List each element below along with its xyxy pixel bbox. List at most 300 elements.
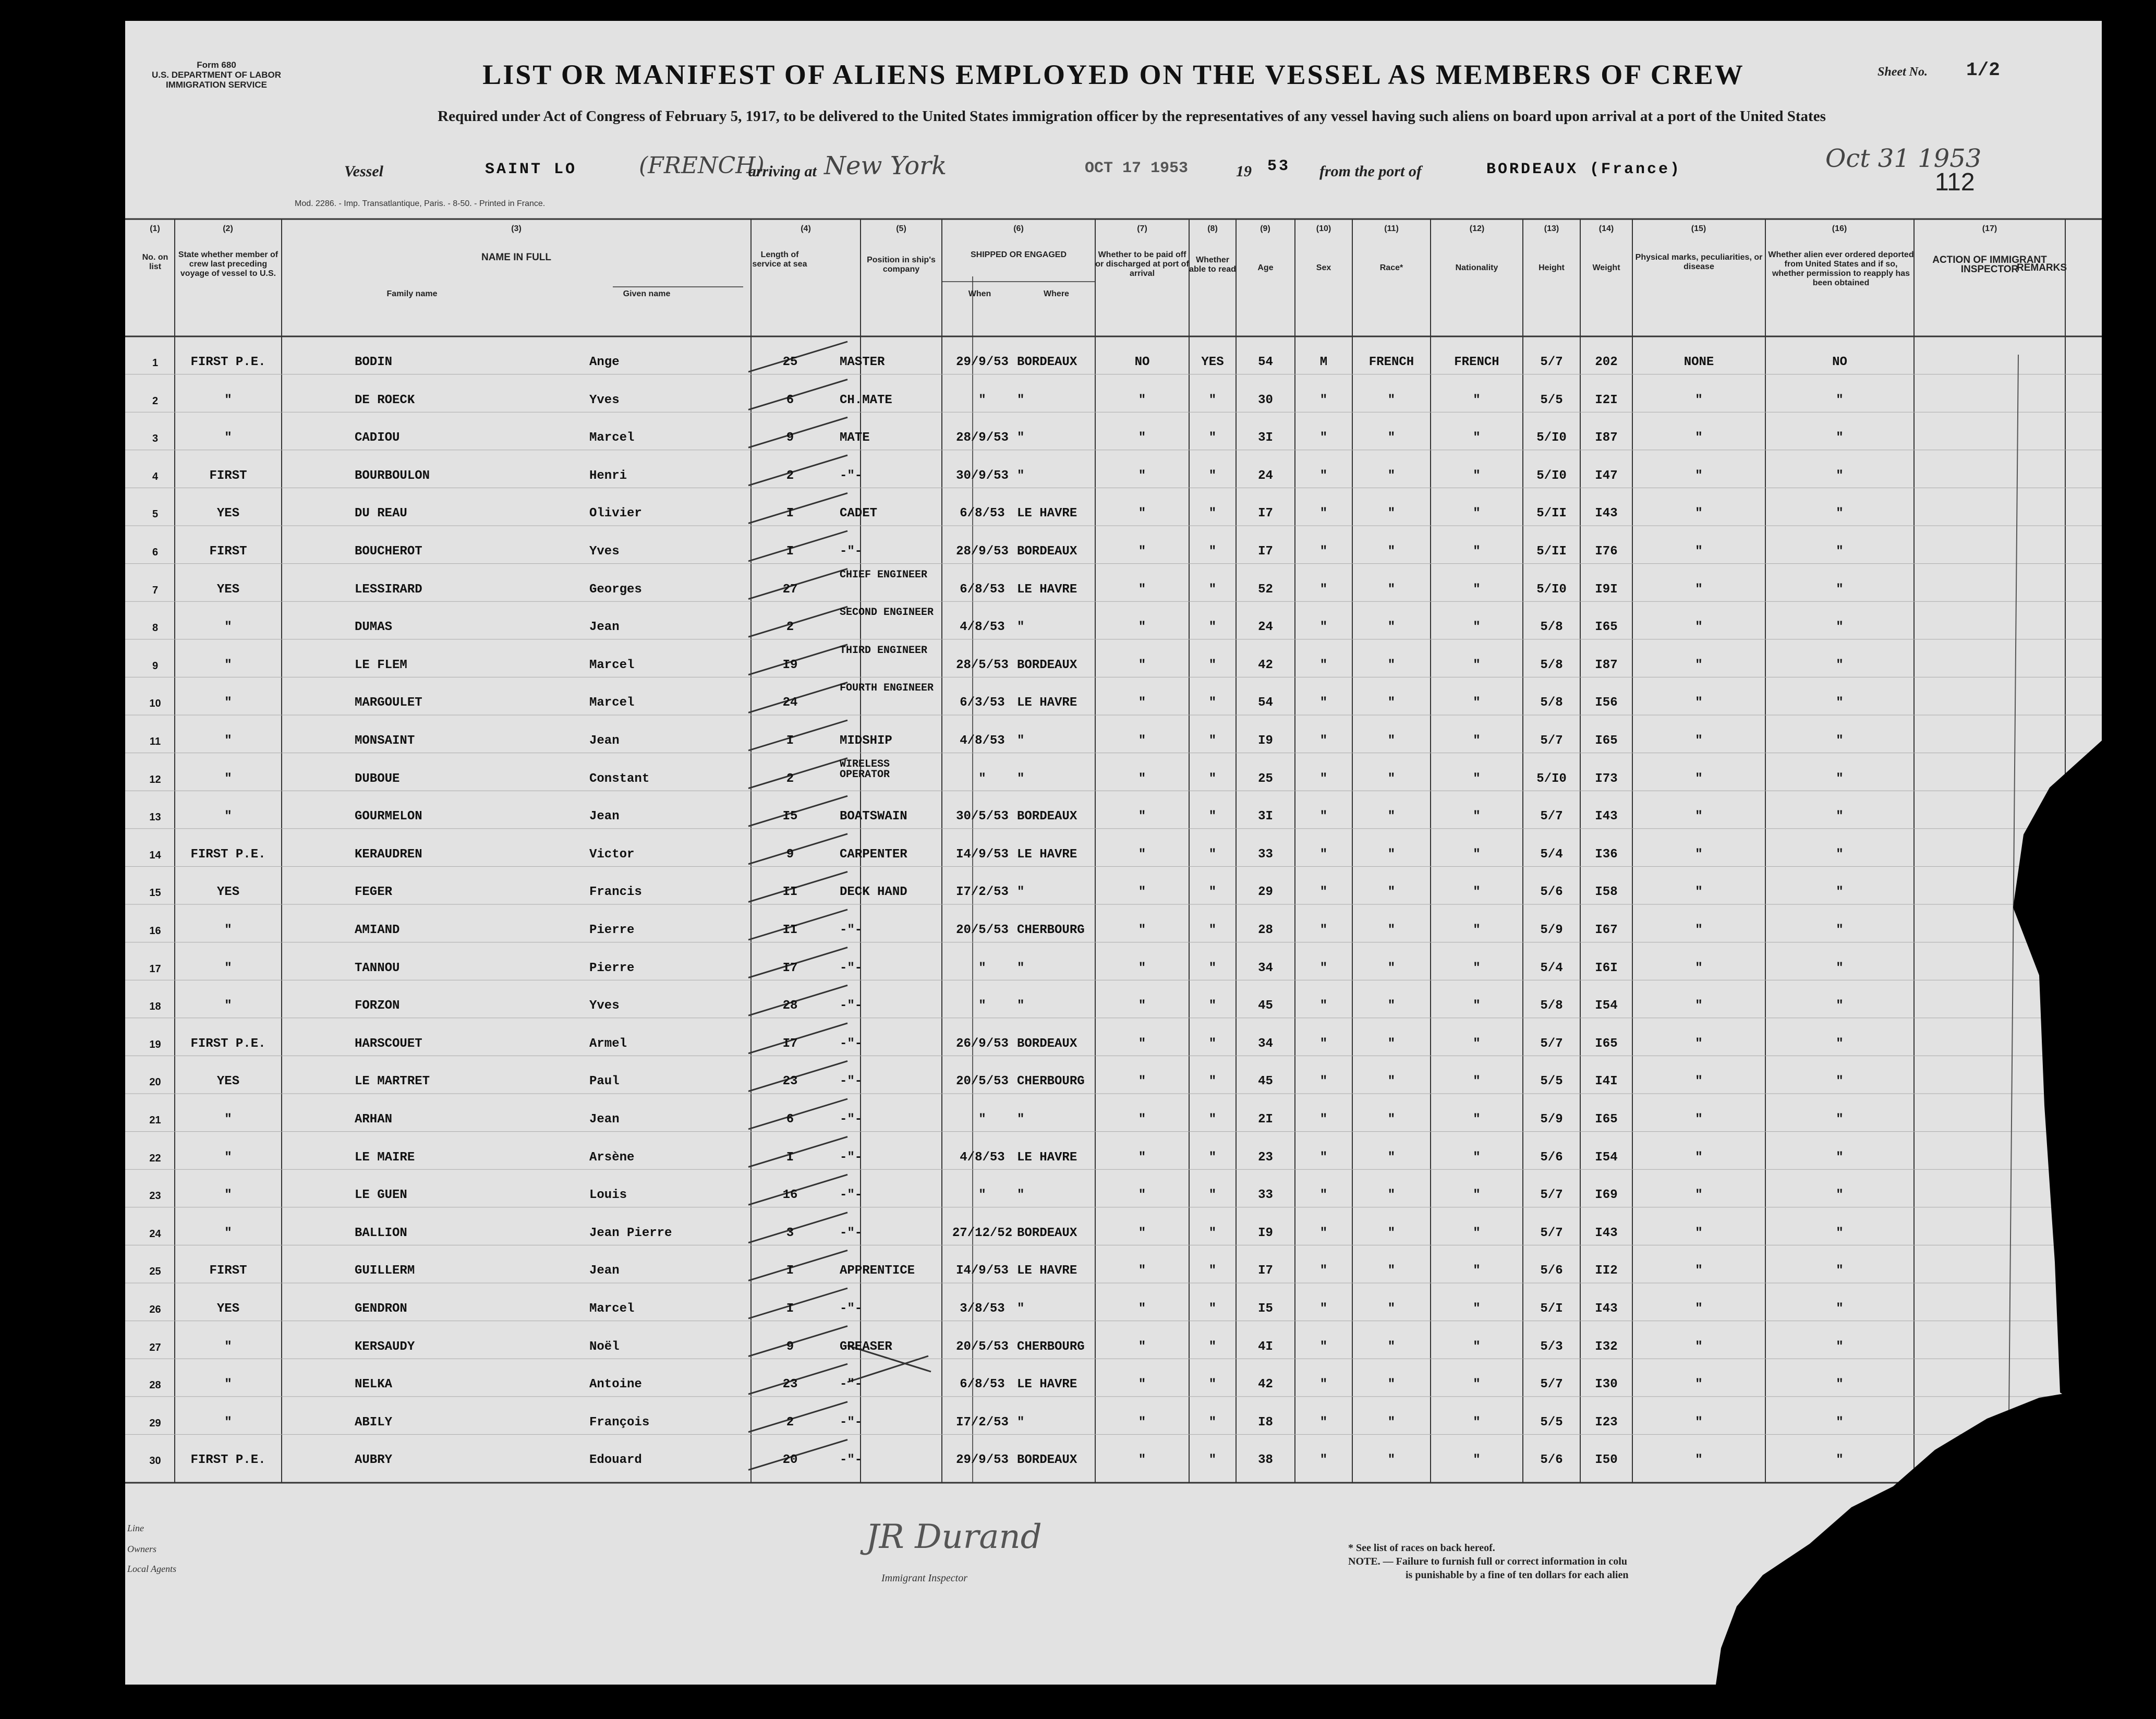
cell-race: " <box>1387 923 1396 937</box>
cell-family: CADIOU <box>355 431 400 445</box>
cell-when: 4/8/53 <box>960 620 1005 635</box>
cell-marks: " <box>1695 961 1703 975</box>
cell-given: Jean <box>589 1264 620 1278</box>
cell-position: CH.MATE <box>840 393 892 407</box>
cell-sex: " <box>1319 923 1328 937</box>
cell-marks: " <box>1695 1226 1703 1240</box>
column-number: (17) <box>1982 224 1997 233</box>
cell-height: 5/5 <box>1540 1074 1563 1089</box>
cell-family: GOURMELON <box>355 809 422 824</box>
cell-when: 20/5/53 <box>956 923 1009 937</box>
column-number: (3) <box>511 224 522 233</box>
cell-state: " <box>224 734 232 748</box>
cell-age: I8 <box>1258 1415 1273 1430</box>
cell-read: " <box>1208 1112 1217 1127</box>
cell-nat: " <box>1473 1150 1481 1165</box>
cell-given: Victor <box>589 847 635 862</box>
cell-state: YES <box>216 582 240 597</box>
cell-length: 24 <box>782 696 798 710</box>
cell-nat: " <box>1473 1074 1481 1089</box>
cell-no: 16 <box>149 925 161 937</box>
cell-marks: " <box>1695 1339 1703 1354</box>
arrival-port: New York <box>824 151 947 180</box>
cell-age: I7 <box>1258 544 1273 559</box>
cell-length: I <box>786 1302 794 1316</box>
cell-marks: " <box>1695 393 1703 407</box>
cell-family: HARSCOUET <box>355 1036 422 1051</box>
cell-given: François <box>589 1415 650 1430</box>
cell-no: 15 <box>149 887 161 899</box>
cell-no: 10 <box>149 698 161 710</box>
cell-position: GREASER <box>840 1339 892 1354</box>
cell-deported: " <box>1836 809 1844 824</box>
vessel-label: Vessel <box>344 163 383 180</box>
cell-height: 5/4 <box>1540 961 1563 975</box>
cell-marks: NONE <box>1683 355 1714 369</box>
column-number: (11) <box>1384 224 1399 233</box>
cell-nat: " <box>1473 1188 1481 1203</box>
document-title: LIST OR MANIFEST OF ALIENS EMPLOYED ON THE VESSEL AS MEMBERS OF CREW <box>482 59 1745 90</box>
cell-sex: " <box>1319 1150 1328 1165</box>
cell-height: 5/9 <box>1540 1112 1563 1127</box>
cell-height: 5/I <box>1540 1302 1563 1316</box>
cell-where: " <box>1017 393 1025 407</box>
column-header-read: Whether able to read <box>1189 256 1236 274</box>
cell-deported: " <box>1836 1036 1844 1051</box>
cell-position: MASTER <box>840 355 885 369</box>
cell-length: I <box>786 506 794 521</box>
cell-when: 30/9/53 <box>956 468 1009 483</box>
cell-family: AMIAND <box>355 923 400 937</box>
cell-marks: " <box>1695 847 1703 862</box>
cell-race: FRENCH <box>1368 355 1414 369</box>
cell-length: I9 <box>782 658 798 672</box>
cell-nat: " <box>1473 1264 1481 1278</box>
cell-family: ABILY <box>355 1415 393 1430</box>
cell-race: " <box>1387 431 1396 445</box>
cell-read: " <box>1208 468 1217 483</box>
print-mod-line: Mod. 2286. - Imp. Transatlantique, Paris. - 8-50. - Printed in France. <box>295 199 546 208</box>
cell-marks: " <box>1695 582 1703 597</box>
cell-no: 12 <box>149 773 161 785</box>
cell-deported: " <box>1836 620 1844 635</box>
cell-position: BOATSWAIN <box>840 809 907 824</box>
cell-marks: " <box>1695 1264 1703 1278</box>
cell-sex: " <box>1319 696 1328 710</box>
cell-weight: I54 <box>1595 999 1618 1013</box>
from-port: BORDEAUX (France) <box>1486 161 1682 178</box>
cell-where: BORDEAUX <box>1017 544 1077 559</box>
cell-marks: " <box>1695 544 1703 559</box>
cell-when: " <box>978 999 986 1013</box>
cell-state: FIRST <box>209 468 247 483</box>
cell-paid: " <box>1138 1415 1146 1430</box>
cell-paid: " <box>1138 1150 1146 1165</box>
cell-position: -"- <box>840 923 863 937</box>
cell-no: 17 <box>149 963 161 975</box>
cell-weight: I65 <box>1595 620 1618 635</box>
cell-age: I7 <box>1258 506 1273 521</box>
cell-sex: " <box>1319 1377 1328 1392</box>
column-header-paid_off: Whether to be paid off or discharged at port of arrival <box>1095 250 1189 278</box>
form-department: U.S. DEPARTMENT OF LABOR <box>151 70 282 80</box>
cell-sex: " <box>1319 582 1328 597</box>
cell-state: YES <box>216 885 240 900</box>
cell-marks: " <box>1695 734 1703 748</box>
cell-nat: " <box>1473 658 1481 672</box>
cell-nat: " <box>1473 809 1481 824</box>
cell-where: " <box>1017 1112 1025 1127</box>
cell-position: -"- <box>840 1074 863 1089</box>
cell-nat: " <box>1473 620 1481 635</box>
cell-state: " <box>224 1339 232 1354</box>
cell-position: -"- <box>840 1302 863 1316</box>
cell-read: " <box>1208 1074 1217 1089</box>
cell-when: 6/3/53 <box>960 696 1005 710</box>
footer-line-label: Line <box>127 1523 144 1533</box>
cell-deported: " <box>1836 431 1844 445</box>
cell-deported: " <box>1836 847 1844 862</box>
cell-deported: " <box>1836 885 1844 900</box>
cell-state: " <box>224 1377 232 1392</box>
cell-length: 2 <box>786 468 794 483</box>
cell-length: 2 <box>786 620 794 635</box>
cell-position: -"- <box>840 1453 863 1468</box>
cell-paid: " <box>1138 1188 1146 1203</box>
cell-where: BORDEAUX <box>1017 355 1077 369</box>
cell-when: " <box>978 393 986 407</box>
cell-length: 9 <box>786 1339 794 1354</box>
cell-weight: I67 <box>1595 923 1618 937</box>
cell-family: LE FLEM <box>355 658 407 672</box>
form-number: Form 680 <box>197 60 236 70</box>
cell-no: 21 <box>149 1115 161 1126</box>
sheet-label: Sheet No. <box>1878 65 1928 79</box>
cell-sex: " <box>1319 620 1328 635</box>
from-port-label: from the port of <box>1319 163 1422 180</box>
cell-sex: " <box>1319 431 1328 445</box>
cell-age: 24 <box>1258 620 1273 635</box>
column-number: (10) <box>1316 224 1331 233</box>
cell-no: 4 <box>152 470 159 482</box>
cell-height: 5/7 <box>1540 1226 1563 1240</box>
cell-read: " <box>1208 771 1217 786</box>
cell-marks: " <box>1695 620 1703 635</box>
cell-read: " <box>1208 1188 1217 1203</box>
cell-family: GENDRON <box>355 1302 407 1316</box>
cell-age: 30 <box>1258 393 1273 407</box>
cell-length: 27 <box>782 582 798 597</box>
vessel-nationality: (FRENCH) <box>639 152 765 179</box>
cell-given: Henri <box>589 468 627 483</box>
cell-height: 5/7 <box>1540 355 1563 369</box>
cell-marks: " <box>1695 696 1703 710</box>
cell-given: Antoine <box>589 1377 642 1392</box>
cell-sex: " <box>1319 1339 1328 1354</box>
cell-deported: " <box>1836 1074 1844 1089</box>
cell-when: 4/8/53 <box>960 1150 1005 1165</box>
cell-deported: " <box>1836 1188 1844 1203</box>
cell-position: -"- <box>840 999 863 1013</box>
cell-age: 4I <box>1258 1339 1273 1354</box>
cell-paid: " <box>1138 506 1146 521</box>
cell-sex: " <box>1319 734 1328 748</box>
cell-when: 28/9/53 <box>956 431 1009 445</box>
cell-length: I7 <box>782 961 798 975</box>
cell-given: Marcel <box>589 658 635 672</box>
cell-given: Arsène <box>589 1150 635 1165</box>
cell-no: 8 <box>152 622 159 634</box>
cell-age: 52 <box>1258 582 1273 597</box>
cell-when: I4/9/53 <box>956 847 1009 862</box>
cell-paid: " <box>1138 620 1146 635</box>
cell-no: 28 <box>149 1379 161 1391</box>
cell-no: 25 <box>149 1266 161 1278</box>
cell-state: " <box>224 393 232 407</box>
cell-race: " <box>1387 1302 1396 1316</box>
cell-read: " <box>1208 1453 1217 1468</box>
cell-where: LE HAVRE <box>1017 696 1077 710</box>
cell-weight: I43 <box>1595 1226 1618 1240</box>
cell-nat: " <box>1473 506 1481 521</box>
manifest-sheet <box>125 21 2102 1685</box>
cell-no: 18 <box>149 1001 161 1013</box>
cell-length: 3 <box>786 1226 794 1240</box>
cell-race: " <box>1387 1453 1396 1468</box>
cell-deported: " <box>1836 1112 1844 1127</box>
cell-paid: NO <box>1134 355 1150 369</box>
cell-sex: " <box>1319 1264 1328 1278</box>
fine-note-cont: is punishable by a fine of ten dollars for each alien <box>1406 1569 1629 1581</box>
cell-race: " <box>1387 1226 1396 1240</box>
cell-where: " <box>1017 1415 1025 1430</box>
cell-paid: " <box>1138 658 1146 672</box>
cell-when: I7/2/53 <box>956 885 1009 900</box>
cell-deported: " <box>1836 658 1844 672</box>
cell-weight: II2 <box>1595 1264 1618 1278</box>
cell-state: YES <box>216 1302 240 1316</box>
cell-nat: " <box>1473 1377 1481 1392</box>
cell-read: " <box>1208 1226 1217 1240</box>
cell-marks: " <box>1695 1302 1703 1316</box>
column-header-no: No. on list <box>142 253 168 271</box>
cell-height: 5/6 <box>1540 1150 1563 1165</box>
cell-read: " <box>1208 506 1217 521</box>
document-subtitle: Required under Act of Congress of February 5, 1917, to be delivered to the United States immigration officer by the representatives of any vessel having such aliens on board upon arrival at a port of the United States <box>438 108 1826 125</box>
cell-paid: " <box>1138 999 1146 1013</box>
cell-position: -"- <box>840 1415 863 1430</box>
cell-age: I7 <box>1258 1264 1273 1278</box>
cell-sex: " <box>1319 999 1328 1013</box>
cell-age: 28 <box>1258 923 1273 937</box>
column-header-state: State whether member of crew last preceding voyage of vessel to U.S. <box>178 250 278 278</box>
cell-read: " <box>1208 1302 1217 1316</box>
cell-state: FIRST P.E. <box>190 847 266 862</box>
cell-paid: " <box>1138 1226 1146 1240</box>
cell-height: 5/7 <box>1540 1188 1563 1203</box>
cell-age: 33 <box>1258 847 1273 862</box>
cell-height: 5/5 <box>1540 393 1563 407</box>
inspector-signature: JR Durand <box>866 1518 1042 1556</box>
cell-family: BOURBOULON <box>355 468 430 483</box>
cell-paid: " <box>1138 544 1146 559</box>
cell-paid: " <box>1138 771 1146 786</box>
cell-state: FIRST <box>209 544 247 559</box>
cell-read: " <box>1208 582 1217 597</box>
cell-where: LE HAVRE <box>1017 1264 1077 1278</box>
cell-nat: " <box>1473 734 1481 748</box>
cell-nat: " <box>1473 885 1481 900</box>
column-header-given: Given name <box>623 289 671 298</box>
cell-height: 5/8 <box>1540 696 1563 710</box>
cell-given: Jean <box>589 1112 620 1127</box>
cell-family: BODIN <box>355 355 393 369</box>
cell-weight: I2I <box>1595 393 1618 407</box>
cell-nat: " <box>1473 1112 1481 1127</box>
cell-race: " <box>1387 847 1396 862</box>
cell-height: 5/8 <box>1540 658 1563 672</box>
cell-given: Noël <box>589 1339 620 1354</box>
cell-marks: " <box>1695 1188 1703 1203</box>
cell-when: 30/5/53 <box>956 809 1009 824</box>
cell-weight: I4I <box>1595 1074 1618 1089</box>
column-header-name: NAME IN FULL <box>481 252 552 263</box>
cell-given: Ange <box>589 355 620 369</box>
column-number: (13) <box>1544 224 1559 233</box>
cell-no: 1 <box>152 357 159 369</box>
cell-height: 5/8 <box>1540 620 1563 635</box>
cell-sex: " <box>1319 468 1328 483</box>
inspector-label: Immigrant Inspector <box>881 1572 967 1584</box>
cell-given: Armel <box>589 1036 627 1051</box>
cell-paid: " <box>1138 1377 1146 1392</box>
cell-read: " <box>1208 393 1217 407</box>
cell-family: AUBRY <box>355 1453 393 1468</box>
cell-given: Yves <box>589 393 620 407</box>
cell-family: MONSAINT <box>355 734 415 748</box>
cell-length: I <box>786 544 794 559</box>
cell-state: FIRST P.E. <box>190 1036 266 1051</box>
cell-height: 5/4 <box>1540 847 1563 862</box>
column-header-remarks: REMARKS <box>2016 262 2067 273</box>
cell-where: " <box>1017 961 1025 975</box>
cell-deported: " <box>1836 468 1844 483</box>
cell-given: Olivier <box>589 506 642 521</box>
cell-marks: " <box>1695 1150 1703 1165</box>
cell-sex: " <box>1319 1453 1328 1468</box>
column-header-age: Age <box>1257 263 1274 272</box>
cell-position: -"- <box>840 961 863 975</box>
column-number: (2) <box>223 224 233 233</box>
cell-weight: 202 <box>1595 355 1618 369</box>
handwritten-date: Oct 31 1953 <box>1825 144 1982 173</box>
cell-family: DU REAU <box>355 506 407 521</box>
cell-given: Pierre <box>589 923 635 937</box>
cell-paid: " <box>1138 1112 1146 1127</box>
cell-nat: " <box>1473 1302 1481 1316</box>
cell-paid: " <box>1138 961 1146 975</box>
cell-when: 6/8/53 <box>960 506 1005 521</box>
cell-sex: " <box>1319 393 1328 407</box>
cell-family: ARHAN <box>355 1112 393 1127</box>
cell-deported: " <box>1836 1415 1844 1430</box>
column-number: (14) <box>1598 224 1614 233</box>
cell-family: LE GUEN <box>355 1188 407 1203</box>
cell-marks: " <box>1695 506 1703 521</box>
cell-position: -"- <box>840 1112 863 1127</box>
cell-paid: " <box>1138 1302 1146 1316</box>
damage-edge <box>1982 741 2102 1419</box>
column-header-height: Height <box>1539 263 1565 272</box>
cell-when: 20/5/53 <box>956 1074 1009 1089</box>
cell-marks: " <box>1695 431 1703 445</box>
cell-deported: " <box>1836 582 1844 597</box>
year-prefix: 19 <box>1236 163 1252 180</box>
cell-age: I5 <box>1258 1302 1273 1316</box>
cell-weight: I50 <box>1595 1453 1618 1468</box>
cell-no: 22 <box>149 1152 161 1164</box>
cell-age: 45 <box>1258 999 1273 1013</box>
cell-paid: " <box>1138 393 1146 407</box>
cell-no: 13 <box>149 812 161 824</box>
cell-nat: " <box>1473 1415 1481 1430</box>
cell-weight: I36 <box>1595 847 1618 862</box>
cell-no: 24 <box>149 1228 161 1240</box>
cell-state: FIRST P.E. <box>190 355 266 369</box>
cell-position: -"- <box>840 1226 863 1240</box>
cell-marks: " <box>1695 1453 1703 1468</box>
cell-weight: I43 <box>1595 506 1618 521</box>
form-service: IMMIGRATION SERVICE <box>166 80 267 90</box>
cell-length: 2 <box>786 771 794 786</box>
cell-family: LESSIRARD <box>355 582 422 597</box>
footer-agents-label: Local Agents <box>127 1564 177 1574</box>
cell-nat: " <box>1473 393 1481 407</box>
cell-sex: " <box>1319 1226 1328 1240</box>
cell-age: 54 <box>1258 696 1273 710</box>
cell-state: " <box>224 620 232 635</box>
cell-position: DECK HAND <box>840 885 907 900</box>
cell-length: 23 <box>782 1074 798 1089</box>
cell-position: APPRENTICE <box>840 1264 915 1278</box>
cell-nat: " <box>1473 1453 1481 1468</box>
cell-age: 34 <box>1258 1036 1273 1051</box>
cell-given: Paul <box>589 1074 620 1089</box>
cell-given: Yves <box>589 999 620 1013</box>
cell-length: I5 <box>782 809 798 824</box>
cell-read: " <box>1208 961 1217 975</box>
cell-given: Francis <box>589 885 642 900</box>
cell-sex: " <box>1319 1188 1328 1203</box>
cell-where: " <box>1017 1188 1025 1203</box>
vessel-name: SAINT LO <box>485 161 577 178</box>
cell-length: I7 <box>782 1036 798 1051</box>
cell-state: FIRST <box>209 1264 247 1278</box>
cell-position: MIDSHIP <box>840 734 892 748</box>
cell-age: 33 <box>1258 1188 1273 1203</box>
cell-race: " <box>1387 734 1396 748</box>
cell-weight: I43 <box>1595 1302 1618 1316</box>
cell-height: 5/6 <box>1540 885 1563 900</box>
cell-paid: " <box>1138 696 1146 710</box>
cell-marks: " <box>1695 771 1703 786</box>
cell-read: " <box>1208 734 1217 748</box>
cell-height: 5/8 <box>1540 999 1563 1013</box>
cell-race: " <box>1387 582 1396 597</box>
cell-nat: " <box>1473 961 1481 975</box>
cell-length: 9 <box>786 847 794 862</box>
cell-race: " <box>1387 1377 1396 1392</box>
